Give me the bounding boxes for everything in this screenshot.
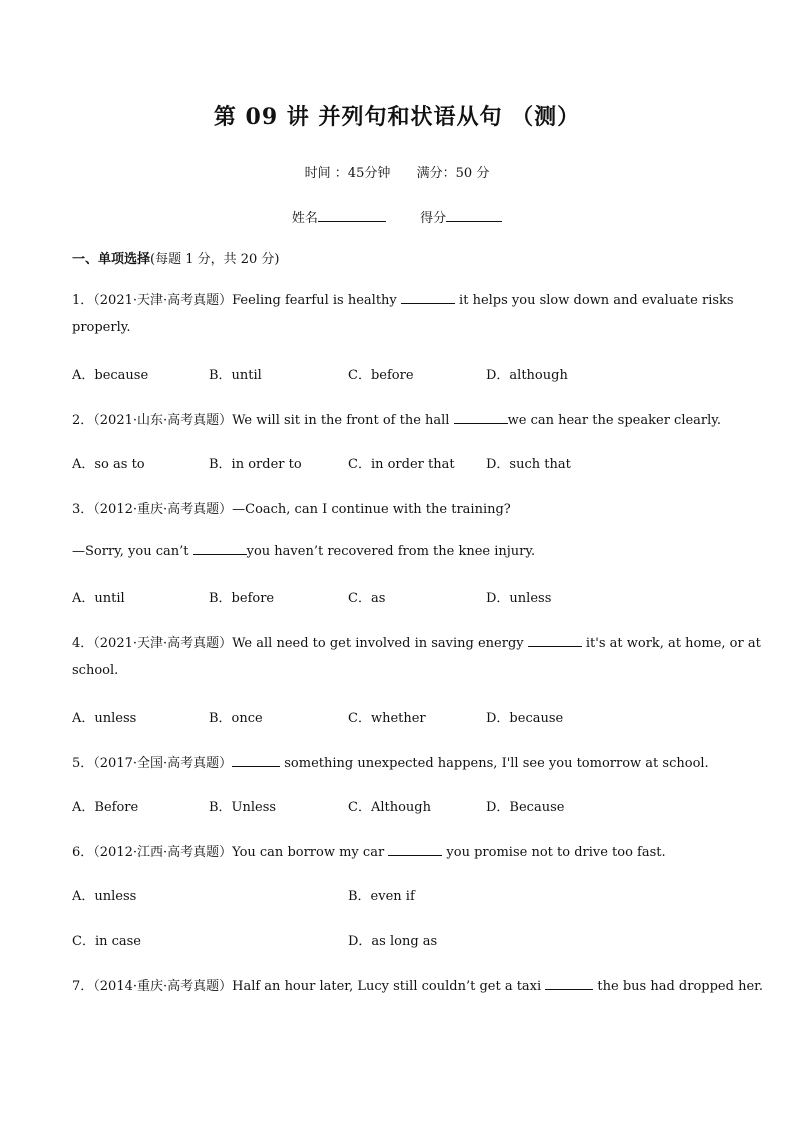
option-b[interactable]: B．Unless [209,800,277,815]
answer-blank[interactable] [232,755,280,767]
question-6: 6．（2012·江西·高考真题）You can borrow my car you promise not to drive too fast. [72,845,666,860]
name-label: 姓名 [291,211,318,226]
option-a[interactable]: A．because [72,368,149,383]
answer-blank[interactable] [545,978,593,990]
option-c[interactable]: C．in case [72,934,142,949]
question-3-line-2: —Sorry, you can’t you haven’t recovered from the knee injury. [72,544,536,559]
option-c[interactable]: C．in order that [348,457,455,472]
option-b[interactable]: B．before [209,591,275,606]
answer-blank[interactable] [388,844,442,856]
option-d[interactable]: D．although [486,368,568,383]
name-grade-line [0,207,794,226]
grade-label: 得分 [420,211,447,226]
option-d[interactable]: D．unless [486,591,552,606]
name-blank[interactable] [318,210,386,222]
section-heading: 一、单项选择(每题 1 分，共 20 分) [72,252,280,267]
question-1: 1．（2021·天津·高考真题）Feeling fearful is healthy it helps you slow down and evaluate risks [72,293,734,308]
question-4-cont: school. [72,663,119,678]
grade-blank[interactable] [446,210,502,222]
option-b[interactable]: B．once [209,711,263,726]
answer-blank[interactable] [528,635,582,647]
option-a[interactable]: A．until [72,591,125,606]
option-d[interactable]: D．Because [486,800,565,815]
answer-blank[interactable] [454,412,508,424]
option-c[interactable]: C．as [348,591,386,606]
question-1-cont: properly. [72,320,131,335]
option-a[interactable]: A．Before [72,800,139,815]
question-4: 4．（2021·天津·高考真题）We all need to get involved in saving energy it's at work, at home, or at [72,636,761,651]
question-2: 2．（2021·山东·高考真题）We will sit in the front of the hall we can hear the speaker clearly. [72,413,722,428]
option-b[interactable]: B．even if [348,889,415,904]
option-d[interactable]: D．such that [486,457,571,472]
score-label: 满分：50 分 [416,166,490,181]
option-c[interactable]: C．Although [348,800,431,815]
exam-meta-line [0,162,794,181]
option-a[interactable]: A．unless [72,711,137,726]
page-title: 第 09 讲 并列句和状语从句 （测） [213,104,581,130]
question-7: 7．（2014·重庆·高考真题）Half an hour later, Lucy still couldn’t get a taxi the bus had dropped her. [72,979,764,994]
option-a[interactable]: A．unless [72,889,137,904]
option-d[interactable]: D．because [486,711,564,726]
question-5: 5．（2017·全国·高考真题） something unexpected happens, I'll see you tomorrow at school. [72,756,709,771]
option-c[interactable]: C．before [348,368,414,383]
time-label: 时间 ：45分钟 [304,166,391,181]
answer-blank[interactable] [401,292,455,304]
option-c[interactable]: C．whether [348,711,426,726]
question-3: 3．（2012·重庆·高考真题）—Coach, can I continue with the training? [72,502,511,517]
option-d[interactable]: D．as long as [348,934,438,949]
option-b[interactable]: B．in order to [209,457,302,472]
answer-blank[interactable] [193,543,247,555]
option-b[interactable]: B．until [209,368,262,383]
option-a[interactable]: A．so as to [72,457,145,472]
